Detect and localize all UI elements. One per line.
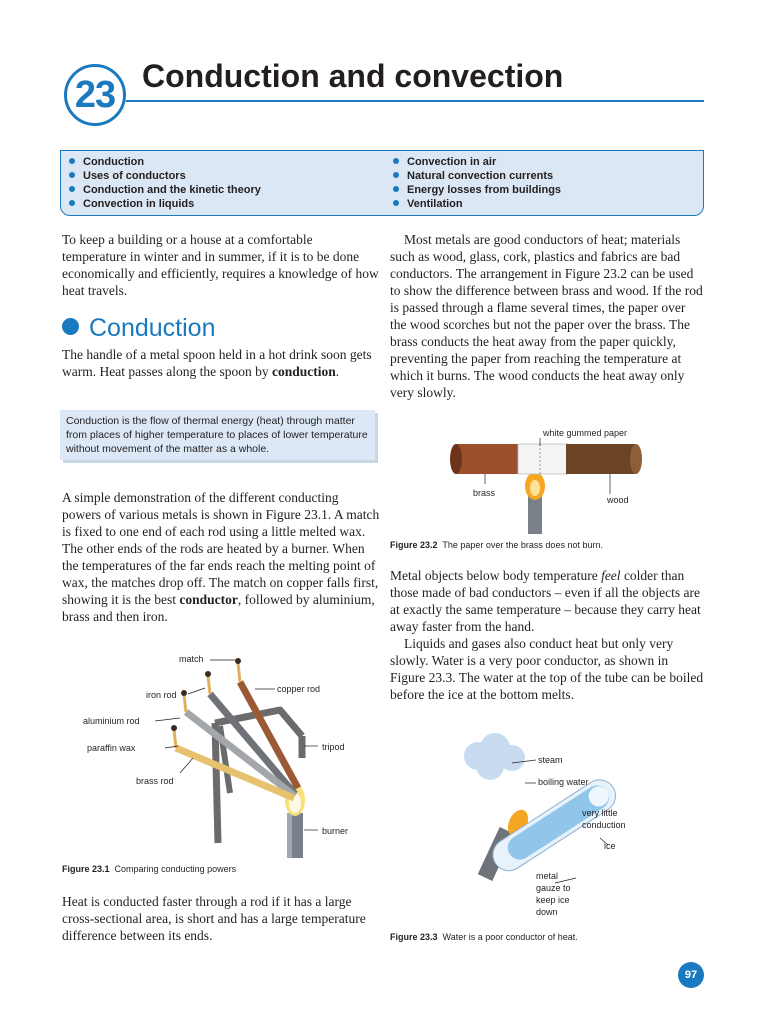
- topic-item: Conduction: [69, 155, 261, 169]
- label-conduction: conduction: [582, 820, 626, 830]
- bullet-icon: [69, 158, 75, 164]
- bullet-icon: [393, 200, 399, 206]
- figure-23-2-caption: Figure 23.2 The paper over the brass does not burn.: [390, 540, 603, 550]
- liquids-paragraph: Liquids and gases also conduct heat but only very slowly. Water is a very poor conductor, as shown in Figure 23.3. The water at the top of the tube can be boiled before the ice at the bottom melts.: [390, 636, 704, 702]
- bullet-icon: [69, 186, 75, 192]
- page-title: Conduction and convection: [142, 58, 564, 94]
- topics-box: [60, 150, 704, 216]
- wood-section-shape: [566, 444, 636, 474]
- topic-item: Natural convection currents: [393, 169, 561, 183]
- label-brass-rod: brass rod: [136, 776, 174, 786]
- match-shape: [238, 663, 240, 682]
- topic-item: Convection in liquids: [69, 197, 261, 211]
- section-heading: Conduction: [62, 314, 215, 343]
- label-metal: metal: [536, 871, 559, 881]
- feel-paragraph: Metal objects below body temperature feel colder than those made of bad conductors – even if all the objects are at exactly the same temperature – because they carry heat away faster from the hand.: [390, 568, 701, 634]
- bullet-icon: [69, 172, 75, 178]
- label-copper-rod: copper rod: [277, 684, 321, 694]
- page-number-badge: [678, 962, 704, 988]
- keyword-conduction: conduction: [271, 364, 336, 379]
- emphasis-feel: feel: [601, 568, 621, 583]
- bullet-icon: [393, 172, 399, 178]
- spoon-paragraph: The handle of a metal spoon held in a hot drink soon gets warm. Heat passes along the spoon by conduction.: [62, 347, 372, 379]
- label-iron-rod: iron rod: [146, 690, 177, 700]
- figure-23-3-caption: Figure 23.3 Water is a poor conductor of heat.: [390, 932, 578, 942]
- label-match: match: [179, 654, 204, 664]
- intro-paragraph: To keep a building or a house at a comfortable temperature in winter and in summer, if it is to be done economically and efficiently, requires a knowledge of how heat travels.: [62, 232, 379, 298]
- chapter-number-badge: [64, 64, 126, 126]
- definition-box: [60, 410, 375, 460]
- page-number: 97: [684, 969, 698, 981]
- label-aluminium-rod: aluminium rod: [83, 716, 140, 726]
- bullet-icon: [393, 158, 399, 164]
- keyword-conductor: conductor: [179, 592, 238, 607]
- topic-item: Ventilation: [393, 197, 561, 211]
- topic-item: Conduction and the kinetic theory: [69, 183, 261, 197]
- topic-item: Energy losses from buildings: [393, 183, 561, 197]
- label-brass: brass: [473, 488, 496, 498]
- chapter-number: 23: [74, 73, 116, 116]
- figure-23-3-diagram: [440, 728, 680, 923]
- figure-23-1-diagram: [80, 648, 370, 858]
- label-wood: wood: [607, 495, 629, 505]
- brass-section-shape: [456, 444, 526, 474]
- label-keep-ice: keep ice: [536, 895, 570, 905]
- steam-cloud-shape: [464, 733, 525, 780]
- figure-23-1-caption: Figure 23.1 Comparing conducting powers: [62, 864, 237, 874]
- metals-paragraph: Most metals are good conductors of heat; materials such as wood, glass, cork, plastics and fabrics are bad conductors. The arrangement in Figure 23.2 can be used to show the difference between brass and wood. If the rod is passed through a flame several times, the paper over the wood scorches but not the paper over the brass. The brass conducts the heat away from the paper quickly, preventing the paper from reaching the temperature at which it burns. The wood conducts the heat away only very slowly.: [390, 232, 703, 400]
- section-bullet-icon: [62, 318, 79, 335]
- title-divider: [126, 100, 704, 102]
- topics-list-left: [69, 155, 261, 211]
- label-steam: steam: [538, 755, 563, 765]
- topic-item: Uses of conductors: [69, 169, 261, 183]
- paper-shape: [518, 444, 568, 474]
- label-paraffin-wax: paraffin wax: [87, 743, 136, 753]
- label-white-gummed-paper: white gummed paper: [543, 428, 628, 438]
- figure-23-2-diagram: [440, 424, 670, 534]
- label-boiling-water: boiling water: [538, 777, 589, 787]
- demo-paragraph: A simple demonstration of the different conducting powers of various metals is shown in Figure 23.1. A match is fixed to one end of each rod using a little melted wax. The other ends of the rods are heated by a burner. When the temperatures of the far ends reach the melting point of wax, the matches drop off. The match on copper falls first, showing it is the best conductor, followed by aluminium, brass and then iron.: [62, 490, 380, 624]
- label-very-little: very little: [582, 808, 618, 818]
- topics-list-right: [393, 155, 561, 211]
- bullet-icon: [393, 186, 399, 192]
- label-tripod: tripod: [322, 742, 345, 752]
- label-burner: burner: [322, 826, 349, 836]
- label-ice: ice: [604, 841, 616, 851]
- definition-text: Conduction is the flow of thermal energy (heat) through matter from places of higher temperature to places of lower temperature without movement of the matter as a whole.: [66, 415, 368, 455]
- bullet-icon: [69, 200, 75, 206]
- label-gauze-to: gauze to: [536, 883, 571, 893]
- topic-item: Convection in air: [393, 155, 561, 169]
- label-down: down: [536, 907, 558, 917]
- closing-paragraph: Heat is conducted faster through a rod if it has a large cross-sectional area, is short and has a large temperature difference between its ends.: [62, 894, 366, 943]
